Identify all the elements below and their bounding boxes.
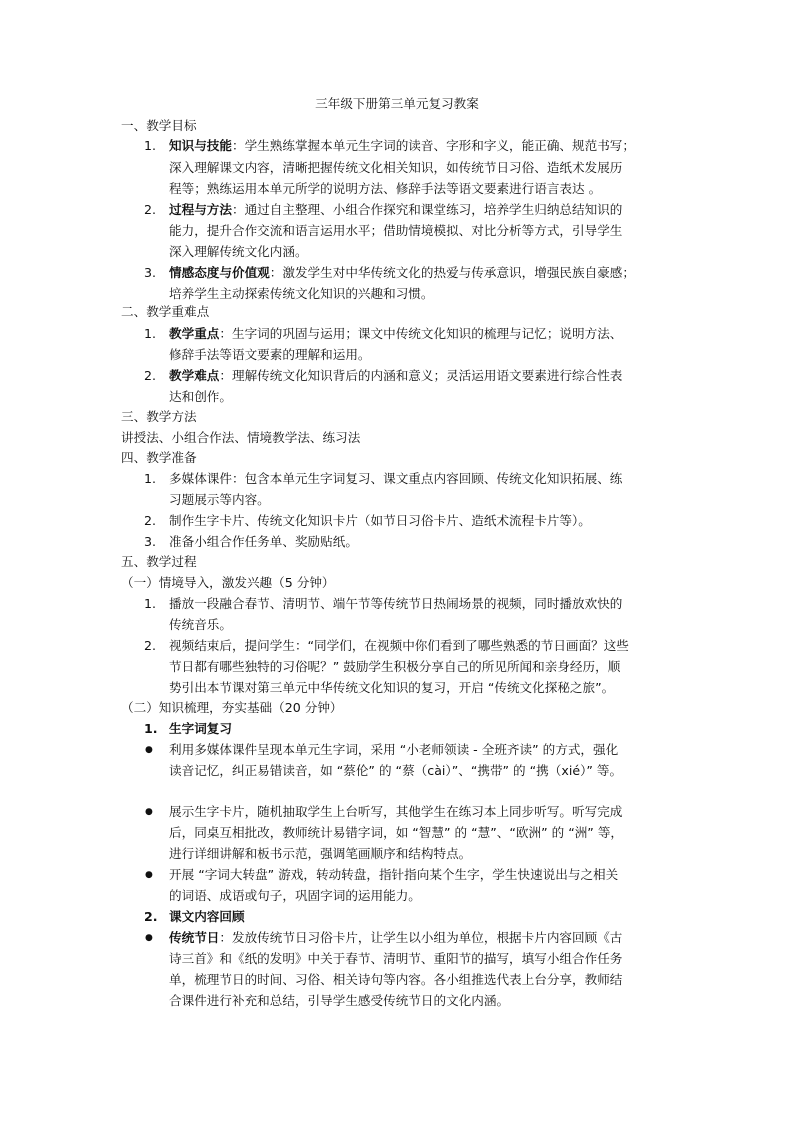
item-label: 教学难点	[169, 368, 220, 383]
list-number: 2.	[144, 513, 157, 528]
list-item-text: 达和创作。	[169, 389, 232, 404]
section-heading-methods: 三、教学方法	[121, 409, 197, 424]
section-heading-key-points: 二、教学重难点	[121, 304, 210, 319]
document-title: 三年级下册第三单元复习教案	[315, 96, 479, 111]
list-number: 1.	[144, 596, 157, 611]
list-number: 3.	[144, 534, 157, 549]
list-item-text: 多媒体课件：包含本单元生字词复习、课文重点内容回顾、传统文化知识拓展、练	[169, 471, 623, 486]
methods-text: 讲授法、小组合作法、情境教学法、练习法	[121, 430, 361, 445]
bullet-text: 后，同桌互相批改，教师统计易错字词，如 “智慧” 的 “慧”、“欧洲” 的 “洲” 等，	[169, 825, 624, 840]
bullet-text: 合课件进行补充和总结，引导学生感受传统节日的文化内涵。	[169, 993, 510, 1008]
item-label: 过程与方法	[169, 202, 232, 217]
item-text: ：理解传统文化知识背后的内涵和意义；灵活运用语文要素进行综合性表	[219, 368, 623, 383]
list-heading: 课文内容回顾	[169, 909, 245, 924]
list-item-text: 程等；熟练运用本单元所学的说明方法、修辞手法等语文要素进行语言表达 。	[169, 181, 602, 196]
list-number: 1.	[144, 326, 157, 341]
list-item-text: 深入理解传统文化内涵。	[169, 244, 308, 259]
list-item-text	[169, 202, 622, 218]
list-item-text: 能力，提升合作交流和语言运用水平；借助情境模拟、对比分析等方式，引导学生	[169, 223, 623, 238]
bullet-icon: ●	[145, 933, 153, 943]
item-text: ：发放传统节日习俗卡片，让学生以小组为单位，根据卡片内容回顾《古	[219, 930, 623, 945]
section-heading-preparation: 四、教学准备	[121, 450, 197, 465]
list-item-text: 播放一段融合春节、清明节、端午节等传统节日热闹场景的视频，同时播放欢快的	[169, 596, 623, 611]
item-label: 教学重点	[169, 326, 220, 341]
list-number: 3.	[144, 265, 157, 280]
list-number: 2.	[144, 909, 158, 924]
bullet-text: 读音记忆，纠正易错读音，如 “蔡伦” 的 “蔡（cài）”、“携带” 的 “携（xié）” 等。	[169, 763, 623, 778]
list-item-text: 修辞手法等语文要素的理解和运用。	[169, 347, 371, 362]
bullet-text: 的词语、成语或句子，巩固字词的运用能力。	[169, 888, 421, 903]
list-number: 2.	[144, 638, 157, 653]
item-label: 传统节日	[169, 930, 220, 945]
list-item-text: 准备小组合作任务单、奖励贴纸。	[169, 534, 358, 549]
list-item-text: 节日都有哪些独特的习俗呢？” 鼓励学生积极分享自己的所见所闻和亲身经历，顺	[169, 659, 621, 674]
bullet-icon: ●	[145, 807, 153, 817]
subsection-heading: （二）知识梳理，夯实基础（20 分钟）	[121, 700, 343, 715]
list-item-text: 制作生字卡片、传统文化知识卡片（如节日习俗卡片、造纸术流程卡片等）。	[169, 513, 591, 528]
list-item-text	[169, 265, 635, 281]
list-number: 1.	[144, 138, 157, 153]
list-number: 1.	[144, 721, 158, 736]
bullet-icon: ●	[145, 870, 153, 880]
item-text: ：生字词的巩固与运用；课文中传统文化知识的梳理与记忆；说明方法、	[219, 326, 623, 341]
bullet-text: 单，梳理节日的时间、习俗、相关诗句等内容。各小组推选代表上台分享，教师结	[169, 972, 623, 987]
list-number: 1.	[144, 471, 157, 486]
list-number: 2.	[144, 368, 157, 383]
item-text: ：激发学生对中华传统文化的热爱与传承意识，增强民族自豪感；	[269, 265, 635, 280]
list-item-text: 传统音乐。	[169, 617, 232, 632]
bullet-text: 诗三首》和《纸的发明》中关于春节、清明节、重阳节的描写，填写小组合作任务	[169, 951, 623, 966]
section-heading-process: 五、教学过程	[121, 554, 197, 569]
list-heading: 生字词复习	[169, 721, 232, 736]
list-item-text: 深入理解课文内容，清晰把握传统文化相关知识，如传统节日习俗、造纸术发展历	[169, 160, 623, 175]
bullet-text: 利用多媒体课件呈现本单元生字词，采用 “小老师领读 - 全班齐读” 的方式，强化	[169, 742, 619, 757]
item-label: 情感态度与价值观	[169, 265, 270, 280]
section-heading-objectives: 一、教学目标	[121, 118, 197, 133]
item-text: ：学生熟练掌握本单元生字词的读音、字形和字义，能正确、规范书写；	[231, 138, 635, 153]
list-item-text: 习题展示等内容。	[169, 492, 270, 507]
list-item-text: 培养学生主动探索传统文化知识的兴趣和习惯。	[169, 286, 434, 301]
list-item-text: 势引出本节课对第三单元中华传统文化知识的复习，开启 “传统文化探秘之旅”。	[169, 680, 615, 695]
list-item-text: 视频结束后，提问学生：“同学们，在视频中你们看到了哪些熟悉的节日画面？这些	[169, 638, 629, 653]
list-number: 2.	[144, 202, 157, 217]
item-text: ：通过自主整理、小组合作探究和课堂练习，培养学生归纳总结知识的	[231, 202, 623, 217]
list-item-text	[169, 368, 622, 384]
bullet-icon: ●	[145, 745, 153, 755]
bullet-text: 开展 “字词大转盘” 游戏，转动转盘，指针指向某个生字，学生快速说出与之相关	[169, 867, 619, 882]
subsection-heading: （一）情境导入，激发兴趣（5 分钟）	[121, 575, 335, 590]
list-item-text	[169, 326, 622, 342]
bullet-text: 进行详细讲解和板书示范，强调笔画顺序和结构特点。	[169, 846, 472, 861]
list-item-text	[169, 138, 635, 154]
bullet-text	[169, 930, 622, 946]
bullet-text: 展示生字卡片，随机抽取学生上台听写，其他学生在练习本上同步听写。听写完成	[169, 804, 623, 819]
item-label: 知识与技能	[169, 138, 232, 153]
